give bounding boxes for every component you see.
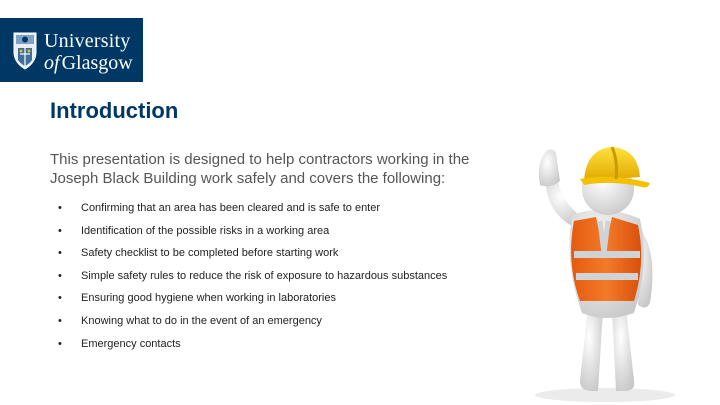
list-item: • Confirming that an area has been cleared and is safe to enter bbox=[58, 197, 447, 220]
university-crest-icon bbox=[12, 30, 38, 70]
logo-of-word: of bbox=[44, 52, 60, 74]
list-item: • Knowing what to do in the event of an emergency bbox=[58, 310, 447, 333]
logo-glasgow-word: Glasgow bbox=[61, 52, 133, 74]
list-item: • Simple safety rules to reduce the risk of exposure to hazardous substances bbox=[58, 265, 447, 288]
list-item: • Emergency contacts bbox=[58, 333, 447, 356]
logo-wordmark-line2 bbox=[44, 52, 133, 74]
list-item: • Safety checklist to be completed before starting work bbox=[58, 242, 447, 265]
intro-paragraph: This presentation is designed to help contractors working in the Joseph Black Building work safely and covers the following: bbox=[50, 151, 470, 187]
list-item: • Ensuring good hygiene when working in laboratories bbox=[58, 287, 447, 310]
logo-wordmark-line1: University bbox=[44, 30, 131, 52]
slide-title: Introduction bbox=[50, 98, 179, 123]
topics-list bbox=[58, 197, 447, 355]
construction-worker-illustration bbox=[500, 133, 710, 403]
list-item: • Identification of the possible risks in a working area bbox=[58, 220, 447, 243]
university-logo bbox=[0, 18, 143, 82]
